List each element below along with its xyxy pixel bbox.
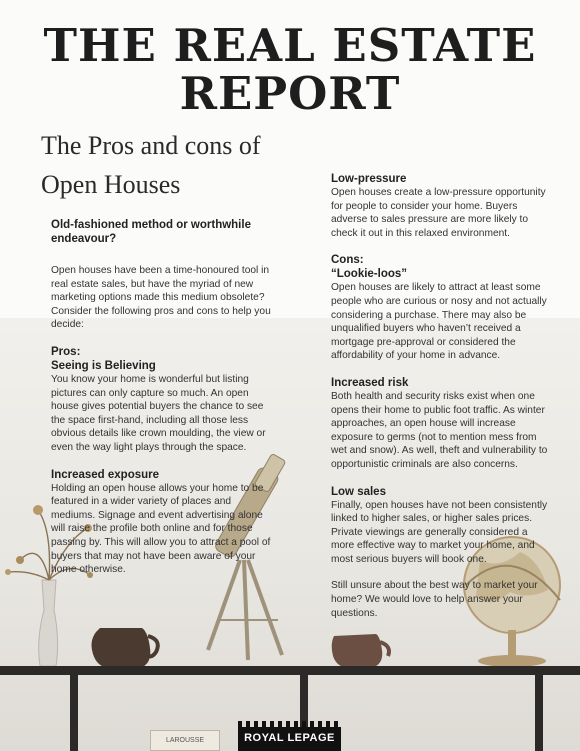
report-title	[0, 19, 580, 120]
article-subtitle	[41, 126, 321, 204]
jug-icon-2	[332, 634, 389, 668]
intro-heading: Old-fashioned method or worthwhile endeavour?	[51, 219, 251, 245]
left-column	[51, 218, 273, 577]
pro-1-text: You know your home is wonderful but listing pictures can only capture so much. An open house gives potential buyers the chance to see the space first-hand, including all those less obvious details like crown moulding, the view or even the way light plays through the space.	[51, 373, 266, 453]
shelf-leg-left	[70, 675, 78, 751]
pro-3-text: Open houses create a low-pressure opportunity for people to consider your home. Buyers adverse to sales pressure are more likely to check it out in this relaxed environment.	[331, 187, 546, 239]
jug-icon	[92, 628, 158, 668]
pros-label: Pros:	[51, 345, 81, 358]
pro-1-heading: Seeing is Believing	[51, 359, 156, 372]
con-3-text: Finally, open houses have not been consistently linked to higher sales, or higher sales prices. Private viewings are generally considered a more effective way to market your home, and most serious buyers will book one.	[331, 499, 548, 565]
subtitle-line-2: Open Houses	[41, 170, 181, 199]
con-3-heading: Low sales	[331, 485, 386, 498]
shelf-leg-right	[535, 675, 543, 751]
pro-3-heading: Low-pressure	[331, 173, 407, 185]
pro-2-heading: Increased exposure	[51, 468, 160, 481]
title-line-2: REPORT	[179, 67, 401, 120]
intro-text: Open houses have been a time-honoured tool in real estate sales, but have the myriad of new marketing options made this medium obsolete? Consider the following pros and cons to help you decide:	[51, 265, 271, 331]
royal-lepage-logo: ROYAL LEPAGE	[238, 727, 341, 751]
right-column	[331, 172, 553, 620]
closing-text: Still unsure about the best way to market your home? We would love to help answer your questions.	[331, 580, 538, 619]
con-1-heading: “Lookie-loos”	[331, 268, 408, 281]
cons-label: Cons:	[331, 254, 364, 267]
title-line-1: THE REAL ESTATE	[43, 19, 537, 72]
shelf	[0, 666, 580, 675]
subtitle-line-1: The Pros and cons of	[41, 131, 261, 160]
con-1-text: Open houses are likely to attract at least some people who are curious or nosy and not actually considering a purchase. There may also be unqualified buyers who haven’t received a mortgage pre-approval or considered the affordability of your home in advance.	[331, 282, 547, 362]
con-2-heading: Increased risk	[331, 376, 409, 389]
book-spine: LAROUSSE	[150, 730, 220, 751]
con-2-text: Both health and security risks exist when one opens their home to public foot traffic. As winter approaches, an open house will increase exposure to germs (not to mention mess from wet and snow). As well, theft and vulnerability to opportunistic criminals are also concerns.	[331, 390, 548, 470]
pro-2-text: Holding an open house allows your home to be featured in a wider variety of places and mediums. Signage and event advertising alone will raise the profile both online and for those passing by. This will allow you to attract a pool of buyers that may not have been aware of your home otherwise.	[51, 482, 271, 576]
